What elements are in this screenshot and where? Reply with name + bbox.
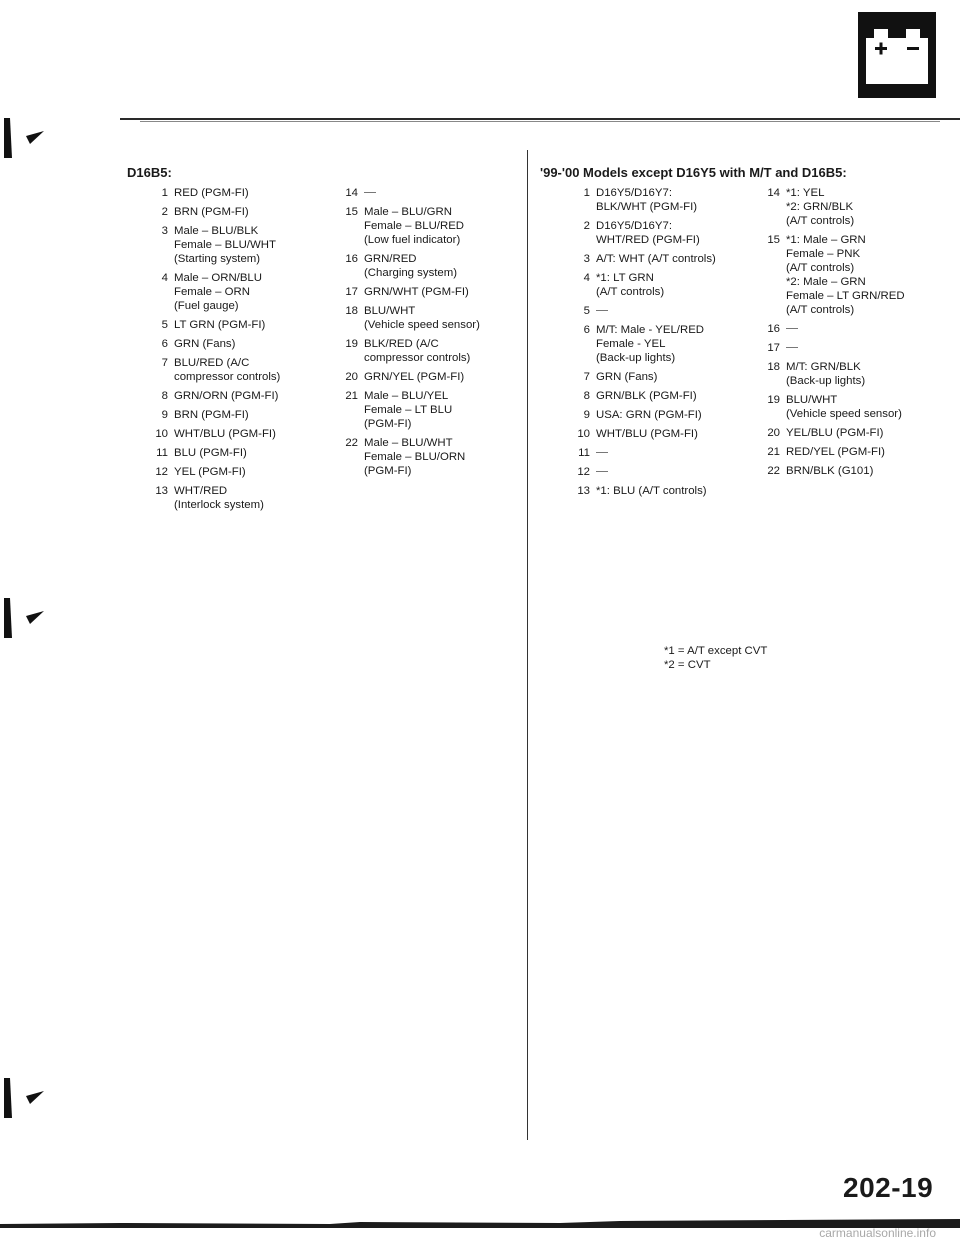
terminal-entry bbox=[148, 484, 338, 512]
terminal-number: 13 bbox=[155, 485, 168, 497]
terminal-wire-description: USA: GRN (PGM-FI) bbox=[596, 409, 702, 421]
terminal-entry bbox=[148, 427, 338, 441]
terminal-wire-description: M/T: GRN/BLK (Back-up lights) bbox=[786, 361, 866, 387]
terminal-entry bbox=[148, 465, 338, 479]
terminal-number: 4 bbox=[161, 272, 168, 284]
terminal-unused-dash bbox=[364, 186, 376, 200]
terminal-number: 14 bbox=[345, 187, 358, 199]
terminal-number: 14 bbox=[767, 187, 780, 199]
terminal-wire-description: *1: Male – GRN Female – PNK (A/T controls) *2: Male – GRN Female – LT GRN/RED (A/T controls) bbox=[786, 234, 905, 316]
section-tab-marker-icon bbox=[0, 118, 46, 158]
terminal-number: 12 bbox=[155, 466, 168, 478]
terminal-wire-description: BRN/BLK (G101) bbox=[786, 465, 874, 477]
dash-mark bbox=[596, 452, 608, 453]
terminal-number: 15 bbox=[345, 206, 358, 218]
terminal-wire-description: BLU/RED (A/C compressor controls) bbox=[174, 357, 281, 383]
terminal-entry bbox=[570, 252, 760, 266]
terminal-number: 21 bbox=[767, 446, 780, 458]
terminal-entry bbox=[338, 252, 524, 280]
terminal-wire-description: GRN (Fans) bbox=[596, 371, 658, 383]
terminal-wire-description: GRN/RED (Charging system) bbox=[364, 253, 458, 279]
terminal-wire-description: WHT/BLU (PGM-FI) bbox=[596, 428, 698, 440]
terminal-number: 6 bbox=[583, 324, 590, 336]
footnote-2: *2 = CVT bbox=[664, 659, 711, 671]
dash-mark bbox=[786, 328, 798, 329]
terminal-number: 1 bbox=[583, 187, 590, 199]
terminal-unused-dash bbox=[786, 322, 798, 336]
terminal-number: 22 bbox=[345, 437, 358, 449]
terminal-entry bbox=[148, 205, 338, 219]
terminal-wire-description: YEL (PGM-FI) bbox=[174, 466, 246, 478]
terminal-wire-description: A/T: WHT (A/T controls) bbox=[596, 253, 716, 265]
section-tab-marker-icon bbox=[0, 598, 46, 638]
terminal-number: 8 bbox=[583, 390, 590, 402]
terminal-number: 1 bbox=[161, 187, 168, 199]
terminal-entry bbox=[760, 322, 956, 336]
terminal-wire-description: LT GRN (PGM-FI) bbox=[174, 319, 266, 331]
terminal-wire-description: GRN/WHT (PGM-FI) bbox=[364, 286, 469, 298]
d16b5-terminal-list-14-22 bbox=[338, 186, 524, 483]
terminal-wire-description: RED/YEL (PGM-FI) bbox=[786, 446, 885, 458]
models-terminal-list-1-13 bbox=[570, 186, 760, 503]
footer-bar bbox=[0, 1218, 960, 1228]
d16b5-section-title: D16B5: bbox=[127, 165, 172, 180]
terminal-entry bbox=[570, 446, 760, 460]
dash-mark bbox=[364, 192, 376, 193]
terminal-entry bbox=[570, 304, 760, 318]
watermark: carmanualsonline.info bbox=[819, 1226, 936, 1240]
terminal-unused-dash bbox=[596, 465, 608, 479]
terminal-number: 19 bbox=[345, 338, 358, 350]
terminal-entry bbox=[570, 484, 760, 498]
terminal-entry bbox=[570, 271, 760, 299]
terminal-wire-description: GRN (Fans) bbox=[174, 338, 236, 350]
terminal-number: 13 bbox=[577, 485, 590, 497]
column-divider bbox=[527, 150, 528, 1140]
battery-icon bbox=[858, 12, 936, 98]
terminal-entry bbox=[570, 186, 760, 214]
terminal-wire-description: RED (PGM-FI) bbox=[174, 187, 249, 199]
terminal-entry bbox=[148, 408, 338, 422]
header-rule-thin bbox=[140, 121, 940, 122]
terminal-wire-description: Male – BLU/GRN Female – BLU/RED (Low fuel indicator) bbox=[364, 206, 465, 246]
header-rule bbox=[120, 118, 960, 120]
terminal-wire-description: GRN/BLK (PGM-FI) bbox=[596, 390, 697, 402]
terminal-unused-dash bbox=[596, 304, 608, 318]
terminal-number: 20 bbox=[345, 371, 358, 383]
terminal-number: 17 bbox=[767, 342, 780, 354]
terminal-number: 22 bbox=[767, 465, 780, 477]
terminal-wire-description: BLU (PGM-FI) bbox=[174, 447, 247, 459]
terminal-number: 18 bbox=[345, 305, 358, 317]
terminal-wire-description: BLU/WHT (Vehicle speed sensor) bbox=[364, 305, 480, 331]
terminal-number: 10 bbox=[155, 428, 168, 440]
terminal-entry bbox=[148, 271, 338, 313]
terminal-entry bbox=[148, 356, 338, 384]
terminal-number: 10 bbox=[577, 428, 590, 440]
terminal-wire-description: BLK/RED (A/C compressor controls) bbox=[364, 338, 471, 364]
terminal-wire-description: *1: LT GRN (A/T controls) bbox=[596, 272, 665, 298]
terminal-entry bbox=[570, 465, 760, 479]
terminal-number: 19 bbox=[767, 394, 780, 406]
terminal-number: 7 bbox=[161, 357, 168, 369]
models-section-title: '99-'00 Models except D16Y5 with M/T and D16B5: bbox=[540, 165, 847, 180]
terminal-wire-description: WHT/BLU (PGM-FI) bbox=[174, 428, 276, 440]
terminal-entry bbox=[338, 370, 524, 384]
terminal-number: 3 bbox=[161, 225, 168, 237]
models-terminal-list-14-22 bbox=[760, 186, 956, 483]
terminal-unused-dash bbox=[786, 341, 798, 355]
terminal-entry bbox=[338, 337, 524, 365]
terminal-entry bbox=[760, 464, 956, 478]
terminal-number: 11 bbox=[156, 447, 168, 459]
terminal-entry bbox=[148, 389, 338, 403]
terminal-entry bbox=[338, 186, 524, 200]
terminal-entry bbox=[338, 436, 524, 478]
dash-mark bbox=[596, 310, 608, 311]
footnote-1: *1 = A/T except CVT bbox=[664, 645, 768, 657]
terminal-entry bbox=[570, 408, 760, 422]
terminal-entry bbox=[570, 219, 760, 247]
terminal-number: 3 bbox=[583, 253, 590, 265]
terminal-number: 9 bbox=[583, 409, 590, 421]
terminal-wire-description: YEL/BLU (PGM-FI) bbox=[786, 427, 884, 439]
terminal-number: 2 bbox=[583, 220, 590, 232]
terminal-wire-description: GRN/YEL (PGM-FI) bbox=[364, 371, 465, 383]
terminal-number: 7 bbox=[583, 371, 590, 383]
terminal-entry bbox=[338, 205, 524, 247]
dash-mark bbox=[596, 471, 608, 472]
terminal-wire-description: *1: YEL *2: GRN/BLK (A/T controls) bbox=[786, 187, 855, 227]
terminal-number: 6 bbox=[161, 338, 168, 350]
terminal-wire-description: BLU/WHT (Vehicle speed sensor) bbox=[786, 394, 902, 420]
page-number: 202-19 bbox=[843, 1172, 934, 1203]
terminal-wire-description: WHT/RED (Interlock system) bbox=[174, 485, 264, 511]
terminal-entry bbox=[148, 318, 338, 332]
terminal-number: 5 bbox=[583, 305, 590, 317]
d16b5-terminal-list-1-13 bbox=[148, 186, 338, 517]
terminal-entry bbox=[570, 370, 760, 384]
terminal-number: 16 bbox=[345, 253, 358, 265]
terminal-number: 2 bbox=[161, 206, 168, 218]
terminal-wire-description: Male – BLU/YEL Female – LT BLU (PGM-FI) bbox=[364, 390, 453, 430]
terminal-entry bbox=[148, 224, 338, 266]
terminal-entry bbox=[760, 360, 956, 388]
terminal-wire-description: Male – BLU/WHT Female – BLU/ORN (PGM-FI) bbox=[364, 437, 466, 477]
terminal-number: 11 bbox=[578, 447, 590, 459]
terminal-entry bbox=[570, 323, 760, 365]
terminal-entry bbox=[338, 304, 524, 332]
terminal-entry bbox=[338, 389, 524, 431]
terminal-entry bbox=[148, 446, 338, 460]
terminal-number: 16 bbox=[767, 323, 780, 335]
terminal-entry bbox=[570, 389, 760, 403]
terminal-entry bbox=[570, 427, 760, 441]
terminal-unused-dash bbox=[596, 446, 608, 460]
terminal-entry bbox=[760, 233, 956, 317]
terminal-entry bbox=[760, 445, 956, 459]
terminal-wire-description: BRN (PGM-FI) bbox=[174, 409, 249, 421]
terminal-entry bbox=[338, 285, 524, 299]
terminal-number: 17 bbox=[345, 286, 358, 298]
terminal-entry bbox=[760, 426, 956, 440]
terminal-number: 4 bbox=[583, 272, 590, 284]
terminal-entry bbox=[760, 186, 956, 228]
terminal-number: 12 bbox=[577, 466, 590, 478]
terminal-entry bbox=[148, 337, 338, 351]
terminal-wire-description: M/T: Male - YEL/RED Female - YEL (Back-up lights) bbox=[596, 324, 705, 364]
terminal-number: 20 bbox=[767, 427, 780, 439]
terminal-entry bbox=[760, 393, 956, 421]
terminal-wire-description: *1: BLU (A/T controls) bbox=[596, 485, 707, 497]
terminal-entry bbox=[148, 186, 338, 200]
terminal-wire-description: D16Y5/D16Y7: WHT/RED (PGM-FI) bbox=[596, 220, 700, 246]
terminal-wire-description: Male – BLU/BLK Female – BLU/WHT (Starting system) bbox=[174, 225, 276, 265]
terminal-wire-description: BRN (PGM-FI) bbox=[174, 206, 249, 218]
terminal-wire-description: GRN/ORN (PGM-FI) bbox=[174, 390, 279, 402]
terminal-wire-description: Male – ORN/BLU Female – ORN (Fuel gauge) bbox=[174, 272, 262, 312]
terminal-number: 21 bbox=[345, 390, 358, 402]
terminal-entry bbox=[760, 341, 956, 355]
terminal-number: 18 bbox=[767, 361, 780, 373]
terminal-number: 15 bbox=[767, 234, 780, 246]
terminal-number: 8 bbox=[161, 390, 168, 402]
terminal-number: 9 bbox=[161, 409, 168, 421]
terminal-number: 5 bbox=[161, 319, 168, 331]
section-tab-marker-icon bbox=[0, 1078, 46, 1118]
footnotes bbox=[664, 644, 767, 672]
terminal-wire-description: D16Y5/D16Y7: BLK/WHT (PGM-FI) bbox=[596, 187, 698, 213]
dash-mark bbox=[786, 347, 798, 348]
